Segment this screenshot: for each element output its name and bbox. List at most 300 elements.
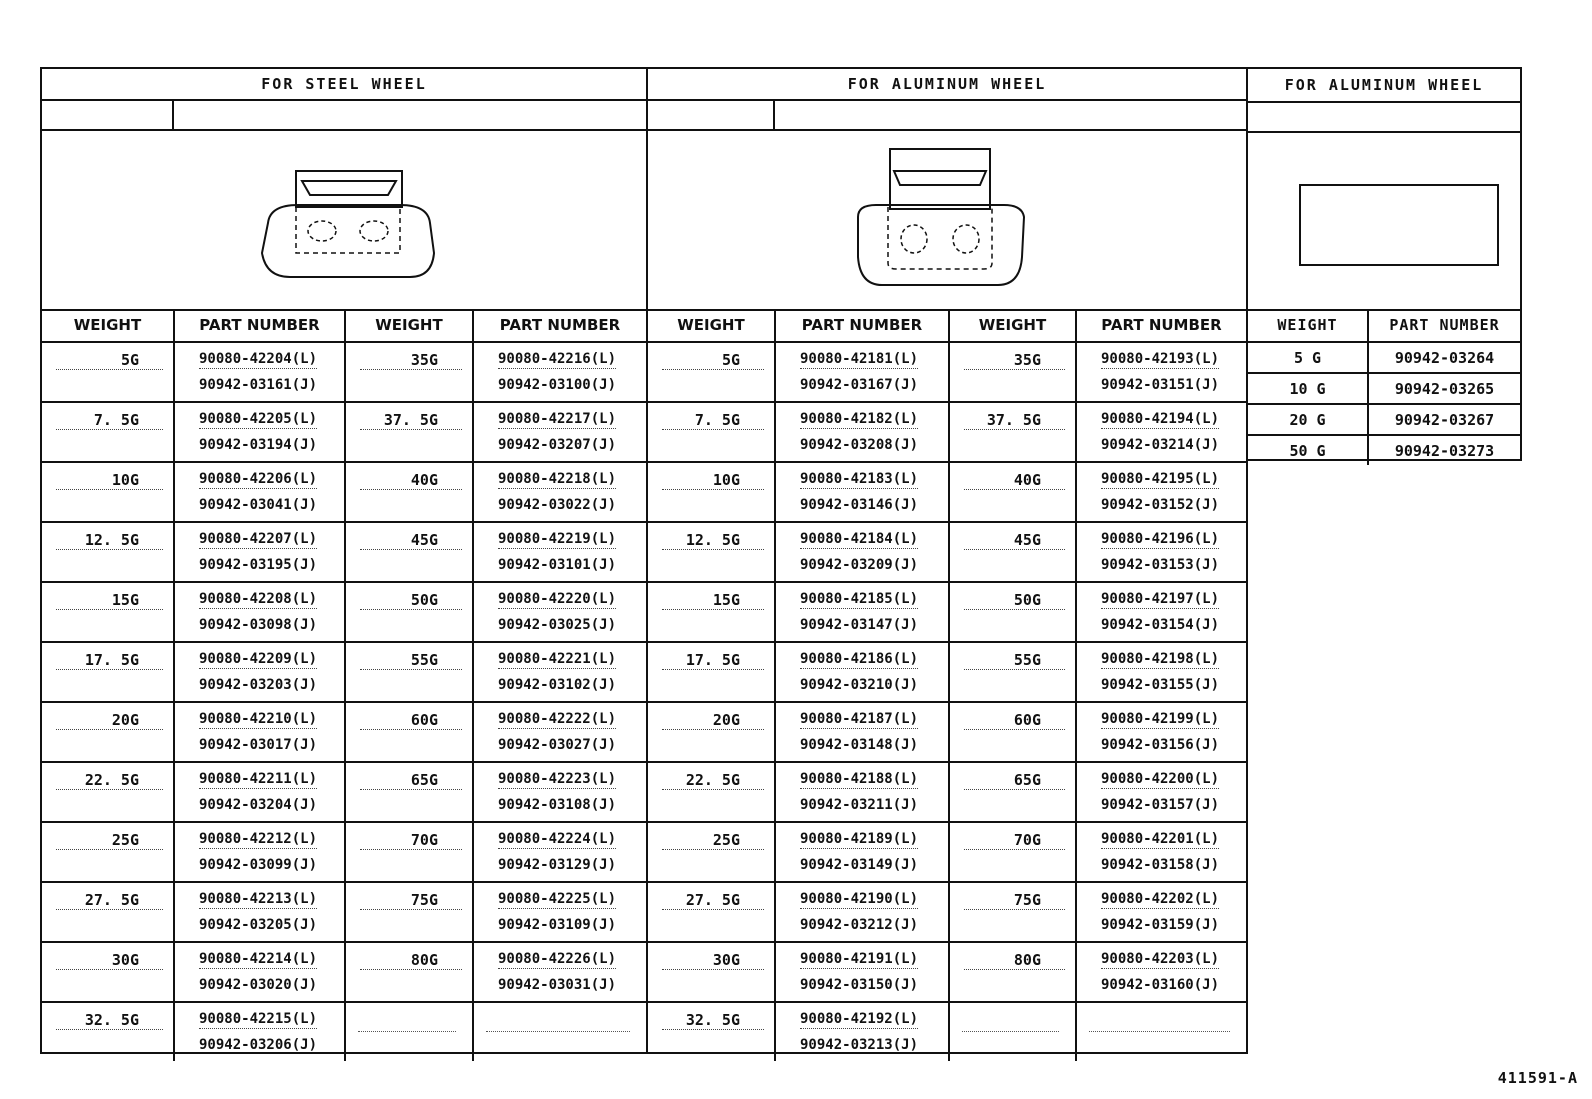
weight-cell [345, 522, 473, 582]
part-number-cell [473, 342, 646, 402]
adhesive-sub-header-row [1248, 101, 1520, 133]
part-number-j: 90942-03025(J) [498, 617, 617, 633]
weight-cell [42, 342, 174, 402]
part-number-l: 90080-42216(L) [498, 351, 617, 367]
part-number-cell [775, 1002, 949, 1061]
table-row [648, 1002, 1246, 1061]
part-number-l: 90080-42200(L) [1101, 771, 1220, 787]
weight-cell [648, 402, 775, 462]
part-number-j: 90942-03027(J) [498, 737, 617, 753]
steel-wheel-panel [40, 67, 648, 1054]
weight-cell [345, 402, 473, 462]
part-number-l: 90080-42202(L) [1101, 891, 1220, 907]
weight-cell [949, 822, 1076, 882]
table-row [648, 402, 1246, 462]
part-number-j: 90942-03152(J) [1101, 497, 1220, 513]
part-number-cell [174, 762, 345, 822]
part-number-cell: 90942-03265 [1368, 373, 1520, 404]
table-row [1248, 435, 1520, 465]
table-row [648, 822, 1246, 882]
aluminum-adhesive-panel [1246, 67, 1522, 461]
weight-value: 12. 5G [84, 531, 139, 549]
weight-cell [345, 762, 473, 822]
weight-cell [42, 762, 174, 822]
part-number-cell [174, 642, 345, 702]
empty-part-cell [473, 1002, 646, 1061]
weight-cell [648, 762, 775, 822]
weight-value: 50G [410, 591, 438, 609]
weight-value: 27. 5G [84, 891, 139, 909]
aluminum-illustration-area [648, 131, 1246, 311]
weight-value: 65G [1013, 771, 1041, 789]
col-part-number-1: PART NUMBER [174, 309, 345, 342]
part-number-cell [174, 1002, 345, 1061]
part-number-j: 90942-03161(J) [199, 377, 318, 393]
weight-cell [345, 342, 473, 402]
part-number-j: 90942-03167(J) [800, 377, 919, 393]
table-row [648, 342, 1246, 402]
part-number-l: 90080-42217(L) [498, 411, 617, 427]
part-number-j: 90942-03098(J) [199, 617, 318, 633]
col-part-number-2: PART NUMBER [473, 309, 646, 342]
part-number-l: 90080-42223(L) [498, 771, 617, 787]
part-number-cell [174, 882, 345, 942]
part-number-l: 90080-42193(L) [1101, 351, 1220, 367]
weight-cell [648, 582, 775, 642]
part-number-cell [775, 342, 949, 402]
weight-cell [949, 522, 1076, 582]
part-number-l: 90080-42218(L) [498, 471, 617, 487]
weight-cell [345, 702, 473, 762]
empty-part-cell [1076, 1002, 1246, 1061]
weight-value: 50G [1013, 591, 1041, 609]
table-row [42, 642, 646, 702]
part-number-cell: 90942-03273 [1394, 441, 1495, 460]
part-number-cell [775, 402, 949, 462]
part-number-cell: 90942-03264 [1368, 342, 1520, 373]
part-number-cell [1076, 402, 1246, 462]
weight-cell [949, 582, 1076, 642]
col-weight-2: WEIGHT [345, 309, 473, 342]
part-number-j: 90942-03020(J) [199, 977, 318, 993]
weight-cell [648, 702, 775, 762]
aluminum-wheel-header: FOR ALUMINUM WHEEL [648, 69, 1246, 101]
steel-parts-table [42, 309, 646, 1061]
part-number-cell [473, 762, 646, 822]
weight-value: 5G [721, 351, 740, 369]
part-number-j: 90942-03100(J) [498, 377, 617, 393]
table-row [648, 762, 1246, 822]
part-number-l: 90080-42187(L) [800, 711, 919, 727]
part-number-cell [1076, 342, 1246, 402]
part-number-l: 90080-42226(L) [498, 951, 617, 967]
table-row [1248, 373, 1520, 404]
part-number-j: 90942-03147(J) [800, 617, 919, 633]
weight-cell [949, 942, 1076, 1002]
weight-value: 7. 5G [694, 411, 740, 429]
table-row [42, 1002, 646, 1061]
part-number-l: 90080-42206(L) [199, 471, 318, 487]
part-number-j: 90942-03154(J) [1101, 617, 1220, 633]
part-number-j: 90942-03195(J) [199, 557, 318, 573]
weight-value: 17. 5G [84, 651, 139, 669]
col-part-number: PART NUMBER [1368, 309, 1520, 342]
part-number-j: 90942-03208(J) [800, 437, 919, 453]
col-weight-2: WEIGHT [949, 309, 1076, 342]
weight-value: 20G [712, 711, 740, 729]
part-number-cell: 90942-03267 [1368, 404, 1520, 435]
part-number-cell [174, 942, 345, 1002]
steel-column-headers [42, 309, 646, 342]
weight-cell [648, 1002, 775, 1061]
part-number-l: 90080-42199(L) [1101, 711, 1220, 727]
part-number-j: 90942-03031(J) [498, 977, 617, 993]
part-number-l: 90080-42224(L) [498, 831, 617, 847]
weight-cell [345, 462, 473, 522]
weight-value: 70G [1013, 831, 1041, 849]
weight-cell [648, 522, 775, 582]
part-number-l: 90080-42212(L) [199, 831, 318, 847]
part-number-j: 90942-03209(J) [800, 557, 919, 573]
weight-value: 27. 5G [685, 891, 740, 909]
weight-cell [42, 462, 174, 522]
part-number-cell [775, 942, 949, 1002]
part-number-j: 90942-03211(J) [800, 797, 919, 813]
part-number-j: 90942-03151(J) [1101, 377, 1220, 393]
part-number-j: 90942-03129(J) [498, 857, 617, 873]
aluminum-column-headers [648, 309, 1246, 342]
column-divider [773, 99, 775, 129]
part-number-cell [473, 942, 646, 1002]
weight-cell [949, 642, 1076, 702]
weight-cell [648, 642, 775, 702]
part-number-l: 90080-42221(L) [498, 651, 617, 667]
part-number-cell [174, 522, 345, 582]
part-number-cell [473, 582, 646, 642]
part-number-j: 90942-03194(J) [199, 437, 318, 453]
weight-cell [42, 582, 174, 642]
part-number-l: 90080-42225(L) [498, 891, 617, 907]
part-number-l: 90080-42184(L) [800, 531, 919, 547]
part-number-cell [1076, 522, 1246, 582]
weight-value: 30G [712, 951, 740, 969]
part-number-j: 90942-03041(J) [199, 497, 318, 513]
part-number-l: 90080-42209(L) [199, 651, 318, 667]
part-number-cell [775, 582, 949, 642]
col-weight-1: WEIGHT [42, 309, 174, 342]
part-number-cell [1076, 642, 1246, 702]
part-number-l: 90080-42222(L) [498, 711, 617, 727]
part-number-l: 90080-42211(L) [199, 771, 318, 787]
part-number-cell [1076, 822, 1246, 882]
part-number-j: 90942-03017(J) [199, 737, 318, 753]
part-number-cell [174, 822, 345, 882]
part-number-j: 90942-03203(J) [199, 677, 318, 693]
part-number-j: 90942-03212(J) [800, 917, 919, 933]
part-number-j: 90942-03155(J) [1101, 677, 1220, 693]
part-number-cell [473, 882, 646, 942]
weight-cell: 50 G [1248, 435, 1368, 465]
weight-value: 25G [712, 831, 740, 849]
part-number-l: 90080-42215(L) [199, 1011, 318, 1027]
empty-weight-cell [949, 1002, 1076, 1061]
weight-value: 35G [410, 351, 438, 369]
part-number-l: 90080-42219(L) [498, 531, 617, 547]
part-number-j: 90942-03213(J) [800, 1037, 919, 1053]
part-number-cell [174, 462, 345, 522]
part-number-l: 90080-42201(L) [1101, 831, 1220, 847]
weight-cell [42, 882, 174, 942]
aluminum-adhesive-header: FOR ALUMINUM WHEEL [1248, 69, 1520, 103]
weight-cell [949, 462, 1076, 522]
part-number-l: 90080-42220(L) [498, 591, 617, 607]
part-number-l: 90080-42197(L) [1101, 591, 1220, 607]
part-number-l: 90080-42194(L) [1101, 411, 1220, 427]
part-number-j: 90942-03150(J) [800, 977, 919, 993]
part-number-cell [1076, 882, 1246, 942]
part-number-cell [473, 822, 646, 882]
weight-cell: 10 G [1248, 373, 1368, 404]
weight-value: 25G [111, 831, 139, 849]
table-row [648, 462, 1246, 522]
part-number-j: 90942-03108(J) [498, 797, 617, 813]
weight-cell [648, 942, 775, 1002]
weight-cell [42, 402, 174, 462]
weight-cell [42, 642, 174, 702]
weight-value: 80G [410, 951, 438, 969]
part-number-j: 90942-03207(J) [498, 437, 617, 453]
part-number-l: 90080-42210(L) [199, 711, 318, 727]
part-number-cell [1076, 462, 1246, 522]
weight-value: 75G [1013, 891, 1041, 909]
part-number-cell [775, 762, 949, 822]
table-row [1248, 342, 1520, 373]
weight-cell [42, 822, 174, 882]
table-row [648, 582, 1246, 642]
part-number-l: 90080-42191(L) [800, 951, 919, 967]
weight-value: 75G [410, 891, 438, 909]
table-row [42, 942, 646, 1002]
part-number-cell [775, 702, 949, 762]
weight-cell [949, 342, 1076, 402]
aluminum-sub-header-row [648, 99, 1246, 131]
part-number-cell [775, 462, 949, 522]
part-number-cell [473, 702, 646, 762]
part-number-j: 90942-03205(J) [199, 917, 318, 933]
table-row [648, 882, 1246, 942]
table-row [42, 342, 646, 402]
adhesive-parts-table [1248, 309, 1520, 465]
weight-value: 65G [410, 771, 438, 789]
table-row [1248, 404, 1520, 435]
table-row [42, 882, 646, 942]
part-number-j: 90942-03109(J) [498, 917, 617, 933]
part-number-j: 90942-03204(J) [199, 797, 318, 813]
part-number-j: 90942-03156(J) [1101, 737, 1220, 753]
part-number-l: 90080-42188(L) [800, 771, 919, 787]
part-number-cell [1076, 702, 1246, 762]
part-number-cell [174, 582, 345, 642]
part-number-j: 90942-03210(J) [800, 677, 919, 693]
part-number-j: 90942-03148(J) [800, 737, 919, 753]
part-number-j: 90942-03102(J) [498, 677, 617, 693]
part-number-l: 90080-42208(L) [199, 591, 318, 607]
adhesive-weight-icon [1298, 183, 1502, 269]
part-number-j: 90942-03206(J) [199, 1037, 318, 1053]
table-row [42, 402, 646, 462]
part-number-j: 90942-03158(J) [1101, 857, 1220, 873]
part-number-l: 90080-42204(L) [199, 351, 318, 367]
part-number-cell [473, 642, 646, 702]
weight-cell [42, 1002, 174, 1061]
part-number-cell [473, 462, 646, 522]
weight-value: 20G [111, 711, 139, 729]
weight-cell [949, 402, 1076, 462]
weight-value: 7. 5G [93, 411, 139, 429]
weight-cell [42, 522, 174, 582]
part-number-cell [1076, 582, 1246, 642]
weight-cell [949, 762, 1076, 822]
part-number-l: 90080-42185(L) [800, 591, 919, 607]
weight-value: 45G [410, 531, 438, 549]
part-number-cell [174, 342, 345, 402]
part-number-l: 90080-42182(L) [800, 411, 919, 427]
part-number-cell [174, 702, 345, 762]
part-number-j: 90942-03022(J) [498, 497, 617, 513]
weight-cell [648, 882, 775, 942]
weight-value: 60G [410, 711, 438, 729]
part-number-l: 90080-42213(L) [199, 891, 318, 907]
empty-weight-cell [345, 1002, 473, 1061]
table-row [42, 522, 646, 582]
weight-value: 15G [111, 591, 139, 609]
table-row [42, 762, 646, 822]
part-number-j: 90942-03157(J) [1101, 797, 1220, 813]
steel-sub-header-row [42, 99, 646, 131]
clip-on-weight-steel-icon [254, 165, 442, 285]
weight-cell [345, 642, 473, 702]
part-number-cell [473, 522, 646, 582]
part-number-cell [775, 882, 949, 942]
steel-wheel-header: FOR STEEL WHEEL [42, 69, 646, 101]
steel-illustration-area [42, 131, 646, 311]
part-number-l: 90080-42196(L) [1101, 531, 1220, 547]
table-row [42, 822, 646, 882]
column-divider [172, 99, 174, 129]
part-number-j: 90942-03160(J) [1101, 977, 1220, 993]
part-number-j: 90942-03101(J) [498, 557, 617, 573]
aluminum-parts-table [648, 309, 1246, 1061]
part-number-cell [1076, 942, 1246, 1002]
weight-value: 32. 5G [685, 1011, 740, 1029]
part-number-j: 90942-03214(J) [1101, 437, 1220, 453]
adhesive-illustration-area [1248, 131, 1520, 311]
weight-value: 35G [1013, 351, 1041, 369]
weight-value: 40G [410, 471, 438, 489]
part-number-cell [473, 402, 646, 462]
weight-cell [42, 942, 174, 1002]
part-number-j: 90942-03159(J) [1101, 917, 1220, 933]
table-row [648, 702, 1246, 762]
weight-value: 5G [120, 351, 139, 369]
table-row [42, 462, 646, 522]
part-number-l: 90080-42205(L) [199, 411, 318, 427]
part-number-j: 90942-03153(J) [1101, 557, 1220, 573]
weight-cell [648, 342, 775, 402]
weight-value: 80G [1013, 951, 1041, 969]
part-number-l: 90080-42181(L) [800, 351, 919, 367]
clip-on-weight-aluminum-icon [848, 145, 1034, 295]
weight-cell [949, 882, 1076, 942]
weight-value: 17. 5G [685, 651, 740, 669]
weight-value: 55G [1013, 651, 1041, 669]
figure-reference: 411591-A [1497, 1069, 1578, 1087]
table-row [648, 522, 1246, 582]
adhesive-column-headers [1248, 309, 1520, 342]
weight-value: 40G [1013, 471, 1041, 489]
table-row [648, 642, 1246, 702]
weight-value: 15G [712, 591, 740, 609]
weight-value: 55G [410, 651, 438, 669]
weight-value: 70G [410, 831, 438, 849]
aluminum-wheel-panel [646, 67, 1248, 1054]
weight-cell: 20 G [1248, 404, 1368, 435]
part-number-cell [775, 522, 949, 582]
part-number-l: 90080-42186(L) [800, 651, 919, 667]
weight-cell: 5 G [1248, 342, 1368, 373]
weight-value: 45G [1013, 531, 1041, 549]
weight-value: 22. 5G [84, 771, 139, 789]
part-number-l: 90080-42192(L) [800, 1011, 919, 1027]
part-number-cell [1076, 762, 1246, 822]
part-number-j: 90942-03146(J) [800, 497, 919, 513]
weight-cell [949, 702, 1076, 762]
table-row [42, 702, 646, 762]
weight-value: 10G [712, 471, 740, 489]
weight-value: 32. 5G [84, 1011, 139, 1029]
col-part-number-1: PART NUMBER [775, 309, 949, 342]
part-number-l: 90080-42214(L) [199, 951, 318, 967]
col-weight: WEIGHT [1248, 309, 1368, 342]
part-number-l: 90080-42203(L) [1101, 951, 1220, 967]
weight-value: 60G [1013, 711, 1041, 729]
weight-cell [42, 702, 174, 762]
weight-cell [648, 462, 775, 522]
weight-value: 12. 5G [685, 531, 740, 549]
col-weight-1: WEIGHT [648, 309, 775, 342]
part-number-cell [174, 402, 345, 462]
table-row [42, 582, 646, 642]
col-part-number-2: PART NUMBER [1076, 309, 1246, 342]
weight-cell [345, 882, 473, 942]
weight-value: 10G [111, 471, 139, 489]
part-number-cell [775, 642, 949, 702]
weight-cell [648, 822, 775, 882]
weight-cell [345, 822, 473, 882]
part-number-j: 90942-03149(J) [800, 857, 919, 873]
part-number-cell [775, 822, 949, 882]
part-number-j: 90942-03099(J) [199, 857, 318, 873]
part-number-l: 90080-42207(L) [199, 531, 318, 547]
weight-value: 22. 5G [685, 771, 740, 789]
weight-value: 37. 5G [383, 411, 438, 429]
weight-value: 30G [111, 951, 139, 969]
weight-cell [345, 942, 473, 1002]
table-row [648, 942, 1246, 1002]
part-number-l: 90080-42190(L) [800, 891, 919, 907]
part-number-l: 90080-42195(L) [1101, 471, 1220, 487]
part-number-l: 90080-42189(L) [800, 831, 919, 847]
